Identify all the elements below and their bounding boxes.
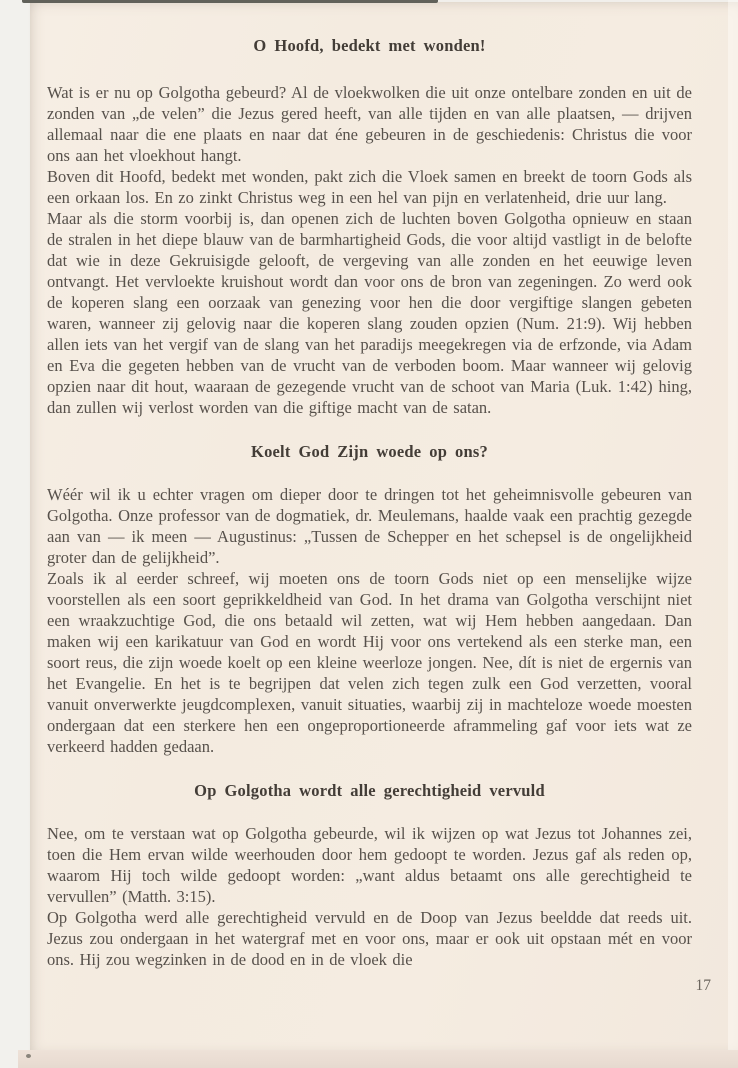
section-heading-koelt-god: Koelt God Zijn woede op ons?: [251, 442, 488, 461]
paragraph: Op Golgotha werd alle gerechtigheid vervuld en de Doop van Jezus beeldde dat reeds uit. Jezus zou ondergaan in het watergraf met en voor ons, maar er ook uit opstaan mét en voor ons. Hij zou wegzinken in de dood en in de vloek die: [47, 908, 692, 969]
paragraph: Wat is er nu op Golgotha gebeurd? Al de vloekwolken die uit onze ontelbare zonden en uit de zonden van „de velen” die Jezus gered heeft, van alle tijden en van alle plaatsen, — drijven allemaal naar die ene plaats en naar dat éne gebeuren in de geschiedenis: Christus die voor ons aan het vloekhout hangt.: [47, 83, 692, 165]
paragraph: Maar als die storm voorbij is, dan openen zich de luchten boven Golgotha opnieuw en staan de stralen in het diepe blauw van de barmhartigheid Gods, die voor altijd vastligt in de belofte dat wie in deze Gekruisigde gelooft, de vergeving van alle zonden en het eeuwige leven ontvangt. Het vervloekte kruishout wordt dan voor ons de bron van zegeningen. Zo werd ook de koperen slang een oorzaak van genezing voor hen die door vergiftige slangen gebeten waren, wanneer zij gelovig naar die koperen slang zouden opzien (Num. 21:9). Wij hebben allen iets van het vergif van de slang van het paradijs meegekregen via de erfzonde, via Adam en Eva die gegeten hebben van de vrucht van de verboden boom. Maar wanneer wij gelovig opzien naar dit hout, waaraan de gezegende vrucht van de schoot van Maria (Luk. 1:42) hing, dan zullen wij verlost worden van die giftige macht van de satan.: [47, 209, 692, 417]
paragraph: Nee, om te verstaan wat op Golgotha gebeurde, wil ik wijzen op wat Jezus tot Johannes zei, toen die Hem ervan wilde weerhouden door hem gedoopt te worden. Jezus gaf als reden op, waarom Hij toch wilde gedoopt worden: „want aldus betaamt ons alle gerechtigheid te vervullen” (Matth. 3:15).: [47, 824, 692, 906]
scan-top-edge-artifact: [22, 0, 438, 3]
section-heading-op-golgotha: Op Golgotha wordt alle gerechtigheid vervuld: [194, 781, 545, 800]
book-page: [30, 2, 738, 1050]
section-heading-o-hoofd: O Hoofd, bedekt met wonden!: [253, 36, 486, 55]
text-column: [47, 35, 711, 996]
paragraph: Zoals ik al eerder schreef, wij moeten ons de toorn Gods niet op een menselijke wijze voorstellen als een soort geprikkeldheid van God. In het drama van Golgotha verschijnt niet een wraakzuchtige God, die ons betaald wil zetten, wat wij Hem hebben aangedaan. Dan maken wij een karikatuur van God en wordt Hij voor ons vertekend als een sterke man, een soort reus, die zijn woede koelt op een kleine weerloze jongen. Nee, dít is niet de ergernis van het Evangelie. En het is te begrijpen dat velen zich tegen zulk een God verzetten, vooral vanuit onverwerkte jeugdcomplexen, vanuit situaties, waarbij zij in machteloze woede moesten ondergaan dat een sterkere hen een ongeproportioneerde aframmeling gaf voor iets wat ze verkeerd hadden gedaan.: [47, 569, 692, 756]
paragraph: Boven dit Hoofd, bedekt met wonden, pakt zich die Vloek samen en breekt de toorn Gods als een orkaan los. En zo zinkt Christus weg in een hel van pijn en verlatenheid, drie uur lang.: [47, 167, 692, 207]
scan-right-edge-artifact: [728, 0, 738, 1050]
paragraph: Wéér wil ik u echter vragen om dieper door te dringen tot het geheimnisvolle gebeuren van Golgotha. Onze professor van de dogmatiek, dr. Meulemans, haalde vaak een prachtig gezegde aan van — ik meen — Augustinus: „Tussen de Schepper en het schepsel is de ongelijkheid groter dan de gelijkheid”.: [47, 485, 692, 567]
scan-speck-artifact: [26, 1054, 31, 1058]
page-number: 17: [695, 977, 711, 994]
scan-bottom-edge-band: [18, 1050, 738, 1068]
